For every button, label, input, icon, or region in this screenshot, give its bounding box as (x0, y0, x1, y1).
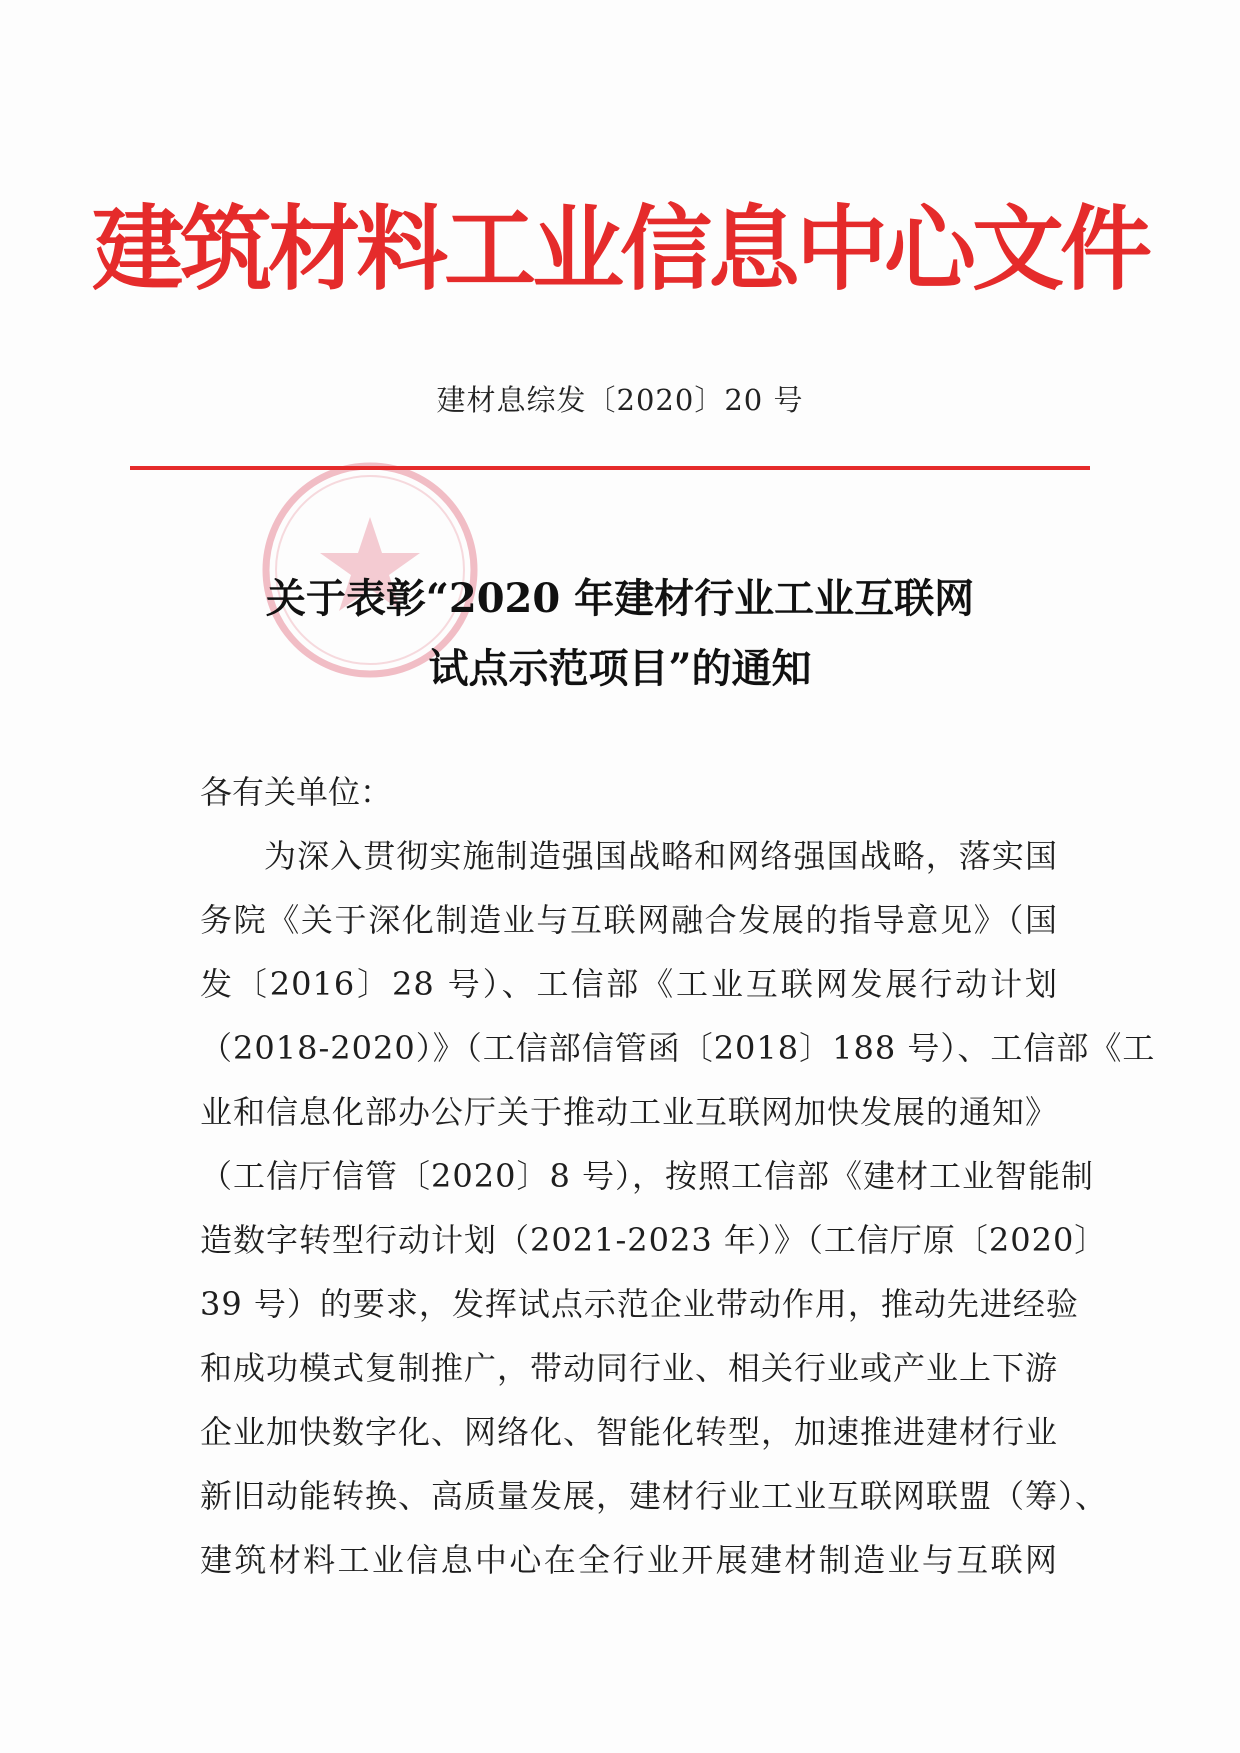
body-line: 业和信息化部办公厅关于推动工业互联网加快发展的通知》 (200, 1093, 1059, 1131)
document-body (200, 760, 1156, 1592)
body-line: 为深入贯彻实施制造强国战略和网络强国战略，落实国 (264, 837, 1058, 875)
document-subject (0, 564, 1240, 704)
body-line: （工信厅信管〔2020〕8 号），按照工信部《建材工业智能制 (200, 1157, 1094, 1195)
document-number: 建材息综发〔2020〕20 号 (436, 383, 804, 417)
red-divider-line (130, 466, 1090, 470)
salutation: 各有关单位： (200, 773, 393, 811)
issuing-authority-header: 建筑材料工业信息中心文件 (91, 196, 1148, 303)
body-line: 和成功模式复制推广，带动同行业、相关行业或产业上下游 (200, 1349, 1059, 1387)
subject-line-1: 关于表彰“2020 年建材行业工业互联网 (265, 575, 975, 622)
body-line: 新旧动能转换、高质量发展，建材行业工业互联网联盟（筹）、 (200, 1477, 1109, 1515)
body-line: 务院《关于深化制造业与互联网融合发展的指导意见》（国 (200, 901, 1058, 939)
subject-line-2: 试点示范项目”的通知 (428, 645, 812, 692)
body-line: 39 号）的要求，发挥试点示范企业带动作用，推动先进经验 (200, 1285, 1079, 1323)
body-line: （2018-2020）》（工信部信管函〔2018〕188 号）、工信部《工 (200, 1029, 1156, 1067)
body-line: 发〔2016〕28 号）、工信部《工业互联网发展行动计划 (200, 965, 1058, 1003)
body-line: 企业加快数字化、网络化、智能化转型，加速推进建材行业 (200, 1413, 1059, 1451)
body-line: 建筑材料工业信息中心在全行业开展建材制造业与互联网 (200, 1541, 1058, 1579)
body-line: 造数字转型行动计划（2021-2023 年）》（工信厅原〔2020〕 (200, 1221, 1108, 1259)
